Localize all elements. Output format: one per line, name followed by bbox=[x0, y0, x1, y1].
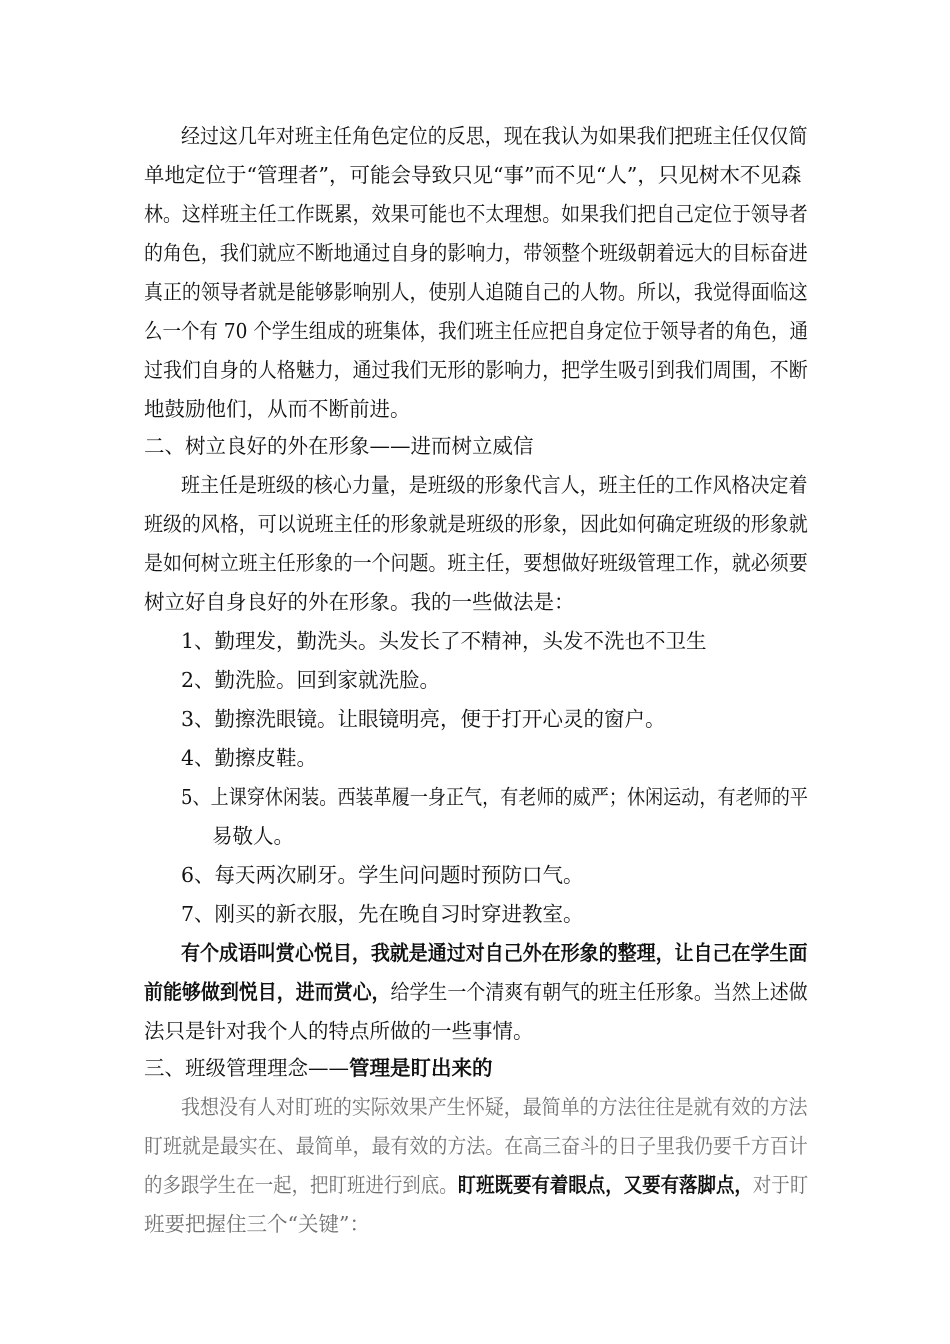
para1-line6: 么一个有 70 个学生组成的班集体，我们班主任应把自身定位于领导者的角色，通 bbox=[144, 319, 808, 343]
list-item-2: 2、勤洗脸。回到家就洗脸。 bbox=[181, 668, 441, 692]
para1-line3: 林。这样班主任工作既累，效果可能也不太理想。如果我们把自己定位于领导者 bbox=[144, 202, 808, 226]
para4-line3-rest: 对于盯 bbox=[752, 1173, 809, 1197]
para1-line1: 经过这几年对班主任角色定位的反思，现在我认为如果我们把班主任仅仅简 bbox=[181, 124, 808, 148]
para1-line7: 过我们自身的人格魅力，通过我们无形的影响力，把学生吸引到我们周围，不断 bbox=[144, 358, 808, 382]
heading3-plain: 三、班级管理理念—— bbox=[144, 1056, 349, 1080]
para1-line8: 地鼓励他们，从而不断前进。 bbox=[144, 397, 411, 421]
list-item-5-cont: 易敬人。 bbox=[212, 824, 294, 848]
para2-line2: 班级的风格，可以说班主任的形象就是班级的形象，因此如何确定班级的形象就 bbox=[144, 512, 808, 536]
para4-line3-gray: 的多跟学生在一起，把盯班进行到底。 bbox=[144, 1173, 458, 1197]
section-heading-2: 二、树立良好的外在形象——进而树立威信 bbox=[144, 434, 534, 458]
list-item-7: 7、刚买的新衣服，先在晚自习时穿进教室。 bbox=[181, 902, 584, 926]
para3-line2 bbox=[144, 977, 808, 1007]
para2-line1: 班主任是班级的核心力量，是班级的形象代言人，班主任的工作风格决定着 bbox=[181, 473, 808, 497]
para3-line2-bold: 前能够做到悦目，进而赏心， bbox=[144, 980, 391, 1004]
para4-line3-bold: 盯班既要有着眼点，又要有落脚点， bbox=[457, 1173, 753, 1197]
para2-line4: 树立好自身良好的外在形象。我的一些做法是： bbox=[144, 590, 575, 614]
heading3-bold: 管理是盯出来的 bbox=[349, 1056, 493, 1080]
para4-line3 bbox=[144, 1170, 808, 1200]
list-item-3: 3、勤擦洗眼镜。让眼镜明亮，便于打开心灵的窗户。 bbox=[181, 707, 666, 731]
para4-line4: 班要把握住三个“关键”： bbox=[144, 1212, 370, 1236]
para1-line4: 的角色，我们就应不断地通过自身的影响力，带领整个班级朝着远大的目标奋进 bbox=[144, 241, 808, 265]
para2-line3: 是如何树立班主任形象的一个问题。班主任，要想做好班级管理工作，就必须要 bbox=[144, 551, 808, 575]
list-item-1: 1、勤理发，勤洗头。头发长了不精神，头发不洗也不卫生 bbox=[181, 629, 707, 653]
list-item-4: 4、勤擦皮鞋。 bbox=[181, 746, 318, 770]
para4-line2: 盯班就是最实在、最简单，最有效的方法。在高三奋斗的日子里我仍要千方百计 bbox=[144, 1134, 808, 1158]
para3-line1: 有个成语叫赏心悦目，我就是通过对自己外在形象的整理，让自己在学生面 bbox=[181, 941, 808, 965]
list-item-5: 5、上课穿休闲装。西装革履一身正气，有老师的威严；休闲运动，有老师的平 bbox=[181, 785, 808, 809]
para3-line3: 法只是针对我个人的特点所做的一些事情。 bbox=[144, 1019, 534, 1043]
para1-line2: 单地定位于“管理者”，可能会导致只见“事”而不见“人”，只见树木不见森 bbox=[144, 163, 802, 187]
list-item-6: 6、每天两次刷牙。学生问问题时预防口气。 bbox=[181, 863, 584, 887]
section-heading-3 bbox=[144, 1053, 493, 1083]
para3-line2-rest: 给学生一个清爽有朝气的班主任形象。当然上述做 bbox=[390, 980, 808, 1004]
para4-line1: 我想没有人对盯班的实际效果产生怀疑，最简单的方法往往是就有效的方法 bbox=[181, 1095, 808, 1119]
para1-line5: 真正的领导者就是能够影响别人，使别人追随自己的人物。所以，我觉得面临这 bbox=[144, 280, 808, 304]
